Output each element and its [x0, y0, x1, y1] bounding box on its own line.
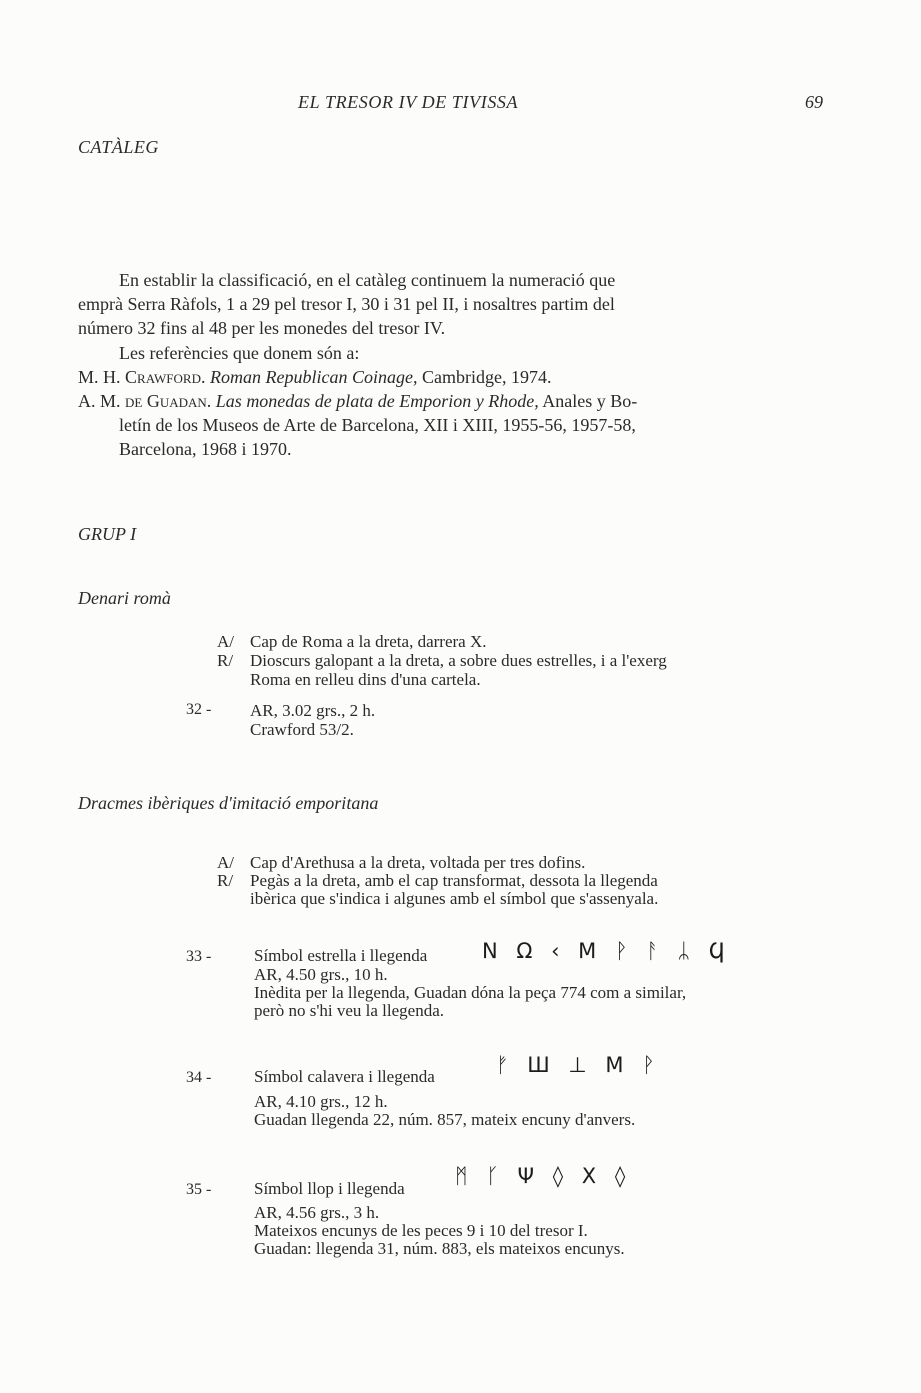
iberian-legend: Ν Ω ‹ Μ ᚹ ᚨ ᛦ Ϥ: [482, 939, 731, 963]
coin-number: 32 -: [186, 701, 212, 718]
reference-guadan-cont-2: Barcelona, 1968 i 1970.: [119, 439, 292, 459]
coin-detail: AR, 4.10 grs., 12 h.: [254, 1092, 388, 1111]
coin-note-2: però no s'hi veu la llegenda.: [254, 1001, 445, 1020]
dracmes-obverse-mark: A/: [217, 853, 234, 872]
coin-title: Símbol llop i llegenda: [254, 1179, 405, 1198]
reference-guadan: [78, 391, 637, 412]
coin-number: 34 -: [186, 1069, 212, 1086]
dracmes-reverse-line-1: Pegàs a la dreta, amb el cap transformat, dessota la llegenda: [250, 871, 658, 890]
intro-line-2: emprà Serra Ràfols, 1 a 29 pel tresor I, 30 i 31 pel II, i nosaltres partim del: [78, 294, 615, 314]
denari-obverse: Cap de Roma a la dreta, darrera X.: [250, 632, 487, 651]
denari-reverse-line-1: Dioscurs galopant a la dreta, a sobre dues estrelles, i a l'exerg: [250, 651, 667, 670]
coin-note-2: Guadan: llegenda 31, núm. 883, els mateixos encunys.: [254, 1239, 625, 1258]
reference-crawford: [78, 367, 551, 388]
ref-initials: A. M.: [78, 391, 121, 411]
coin-note-1: Mateixos encunys de les peces 9 i 10 del tresor I.: [254, 1221, 588, 1240]
ref-rest: Cambridge, 1974.: [421, 367, 552, 387]
denari-obverse-mark: A/: [217, 632, 234, 651]
dracmes-heading: Dracmes ibèriques d'imitació emporitana: [78, 793, 379, 813]
coin-number: 35 -: [186, 1181, 212, 1198]
references-lead: Les referències que donem són a:: [119, 343, 360, 363]
intro-line-3: número 32 fins al 48 per les monedes del tresor IV.: [78, 318, 446, 338]
dracmes-obverse: Cap d'Arethusa a la dreta, voltada per tres dofins.: [250, 853, 586, 872]
iberian-legend: ᛗ ᚴ Ψ ◊ Χ ◊: [455, 1164, 632, 1188]
dracmes-reverse-mark: R/: [217, 871, 234, 890]
ref-initials: M. H.: [78, 367, 121, 387]
ref-author: Crawford.: [125, 367, 206, 387]
section-title: CATÀLEG: [78, 137, 159, 157]
dracmes-reverse-line-2: ibèrica que s'indica i algunes amb el símbol que s'assenyala.: [250, 889, 659, 908]
group-title: GRUP I: [78, 524, 137, 544]
iberian-legend: ᚠ Ш ⊥ Μ ᚹ: [496, 1053, 661, 1077]
coin-number: 33 -: [186, 948, 212, 965]
coin-reference: Crawford 53/2.: [250, 720, 354, 739]
ref-author: de Guadan.: [125, 391, 212, 411]
coin-detail: AR, 3.02 grs., 2 h.: [250, 701, 376, 720]
coin-note-1: Inèdita per la llegenda, Guadan dóna la peça 774 com a similar,: [254, 983, 687, 1002]
coin-detail: AR, 4.56 grs., 3 h.: [254, 1203, 380, 1222]
ref-title: Roman Republican Coinage,: [210, 367, 418, 387]
coin-detail: AR, 4.50 grs., 10 h.: [254, 965, 388, 984]
ref-title: Las monedas de plata de Emporion y Rhode,: [215, 391, 539, 411]
coin-title: Símbol estrella i llegenda: [254, 946, 428, 965]
denari-reverse-line-2: Roma en relleu dins d'una cartela.: [250, 670, 481, 689]
reference-guadan-cont-1: letín de los Museos de Arte de Barcelona, XII i XIII, 1955-56, 1957-58,: [119, 415, 636, 435]
ref-rest: Anales y Bo-: [542, 391, 638, 411]
intro-line-1: En establir la classificació, en el catàleg continuem la numeració que: [119, 270, 616, 290]
coin-title: Símbol calavera i llegenda: [254, 1067, 435, 1086]
running-title: EL TRESOR IV DE TIVISSA: [298, 92, 519, 112]
coin-note-1: Guadan llegenda 22, núm. 857, mateix encuny d'anvers.: [254, 1110, 636, 1129]
denari-heading: Denari romà: [78, 588, 171, 608]
page-number: 69: [805, 92, 823, 112]
denari-reverse-mark: R/: [217, 651, 234, 670]
